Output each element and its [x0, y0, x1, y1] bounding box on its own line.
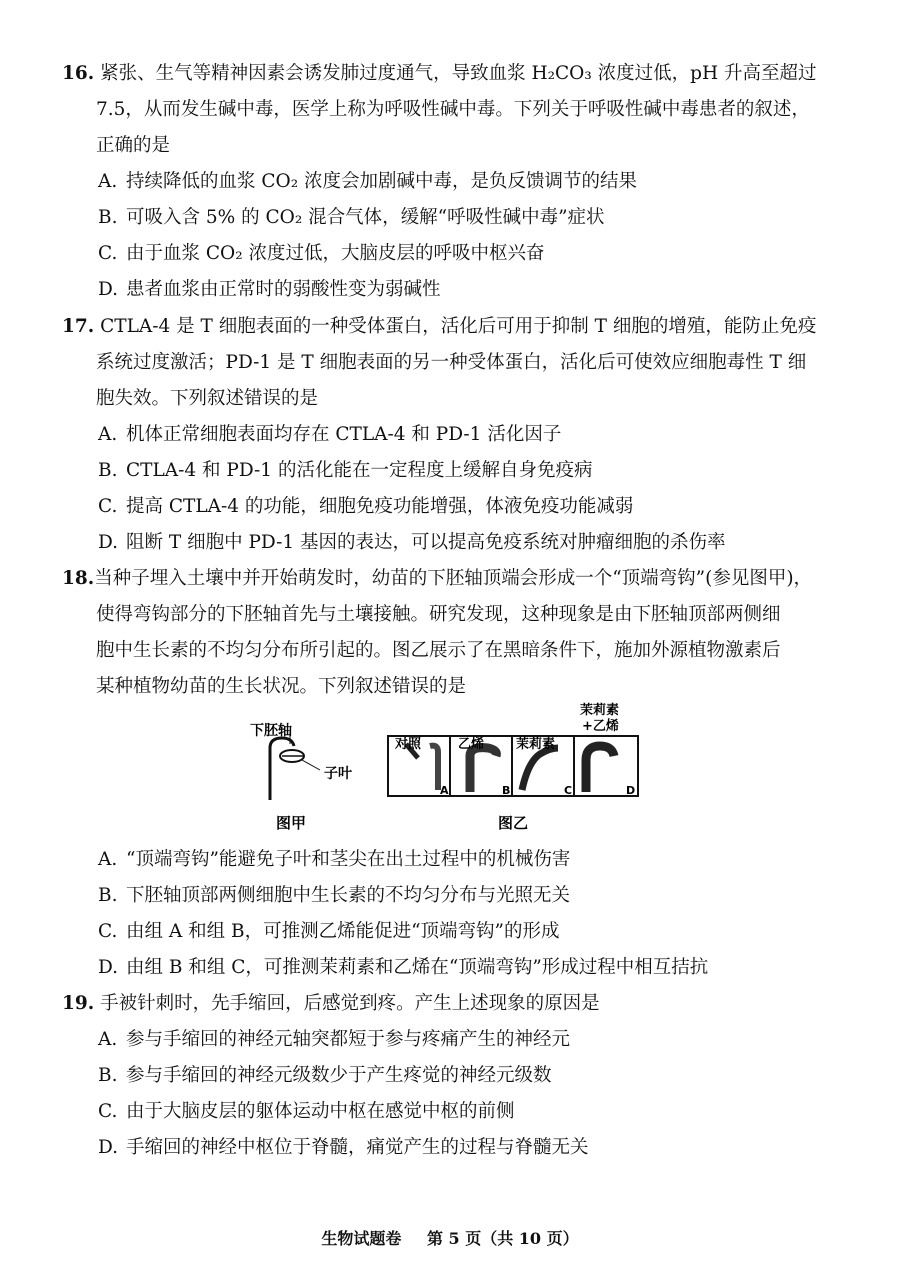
footer-subject: 生物试题卷: [321, 1229, 402, 1248]
option-a: A. “顶端弯钩”能避免子叶和茎尖在出土过程中的机械伤害: [98, 849, 571, 870]
figure-jia-caption: 图甲: [276, 814, 307, 832]
stem-line: 某种植物幼苗的生长状况。下列叙述错误的是: [96, 676, 467, 697]
question-number: 16.: [62, 63, 95, 84]
question-17: [62, 309, 822, 561]
figure-yi-caption: 图乙: [498, 814, 529, 832]
option-a: A. 机体正常细胞表面均存在 CTLA-4 和 PD-1 活化因子: [98, 424, 562, 445]
question-number: 17.: [62, 316, 95, 337]
stem-line: CTLA-4 是 T 细胞表面的一种受体蛋白，活化后可用于抑制 T 细胞的增殖，能防止免疫: [100, 316, 817, 337]
stem-line: 使得弯钩部分的下胚轴首先与土壤接触。研究发现，这种现象是由下胚轴顶部两侧细: [96, 604, 781, 625]
figure-yi: [388, 702, 638, 832]
hypocotyl-label: 下胚轴: [250, 723, 292, 739]
stem-line: 手被针刺时，先手缩回，后感觉到疼。产生上述现象的原因是: [100, 993, 600, 1014]
stem-line: 正确的是: [96, 135, 171, 156]
cotyledon-label: 子叶: [324, 766, 352, 782]
figure-seedling: [240, 700, 660, 845]
question-number: 18.: [62, 568, 95, 589]
stem-line: 胞失效。下列叙述错误的是: [96, 388, 319, 409]
question-18: [62, 561, 822, 705]
option-d: D. 阻断 T 细胞中 PD-1 基因的表达，可以提高免疫系统对肿瘤细胞的杀伤率: [98, 532, 726, 553]
figure-jia: [250, 723, 353, 832]
option-b: B. CTLA-4 和 PD-1 的活化能在一定程度上缓解自身免疫病: [98, 460, 593, 481]
option-b: B. 可吸入含 5% 的 CO₂ 混合气体，缓解“呼吸性碱中毒”症状: [98, 207, 605, 228]
option-d: D. 手缩回的神经中枢位于脊髓，痛觉产生的过程与脊髓无关: [98, 1137, 589, 1158]
question-18-options: [62, 842, 822, 986]
option-c: C. 提高 CTLA-4 的功能，细胞免疫功能增强，体液免疫功能减弱: [98, 496, 634, 517]
option-b: B. 参与手缩回的神经元级数少于产生疼觉的神经元级数: [98, 1065, 552, 1086]
question-16: [62, 56, 822, 308]
option-c: C. 由于血浆 CO₂ 浓度过低，大脑皮层的呼吸中枢兴奋: [98, 243, 545, 264]
panel-b-seedling: [470, 748, 496, 792]
question-stem: [62, 561, 822, 705]
panel-b-title: 乙烯: [458, 737, 485, 752]
panel-d-title-line2: +乙烯: [582, 719, 619, 734]
panel-b-letter: B: [502, 784, 511, 797]
option-d: D. 由组 B 和组 C，可推测茉莉素和乙烯在“顶端弯钩”形成过程中相互拮抗: [98, 957, 709, 978]
stem-line: 当种子埋入土壤中并开始萌发时，幼苗的下胚轴顶端会形成一个“顶端弯钩”(参见图甲)，: [94, 568, 813, 589]
option-c: C. 由组 A 和组 B，可推测乙烯能促进“顶端弯钩”的形成: [98, 921, 560, 942]
option-a: A. 持续降低的血浆 CO₂ 浓度会加剧碱中毒，是负反馈调节的结果: [98, 171, 638, 192]
option-d: D. 患者血浆由正常时的弱酸性变为弱碱性: [98, 279, 441, 300]
page-footer: [0, 1226, 900, 1249]
panel-a-letter: A: [440, 784, 449, 797]
stem-line: 胞中生长素的不均匀分布所引起的。图乙展示了在黑暗条件下，施加外源植物激素后: [96, 640, 781, 661]
panel-d-title-line1: 茉莉素: [580, 703, 620, 718]
panel-c-title: 茉莉素: [516, 737, 556, 752]
option-b: B. 下胚轴顶部两侧细胞中生长素的不均匀分布与光照无关: [98, 885, 571, 906]
question-stem: [62, 309, 822, 417]
question-stem: [62, 986, 822, 1022]
figure-svg: [240, 700, 660, 845]
panel-d-letter: D: [626, 784, 636, 797]
panel-a-title: 对照: [395, 737, 422, 752]
option-c: C. 由于大脑皮层的躯体运动中枢在感觉中枢的前侧: [98, 1101, 515, 1122]
panel-c-seedling: [522, 748, 558, 790]
stem-line: 系统过度激活；PD-1 是 T 细胞表面的另一种受体蛋白，活化后可使效应细胞毒性 T 细: [96, 352, 807, 373]
stem-line: 紧张、生气等精神因素会诱发肺过度通气，导致血浆 H₂CO₃ 浓度过低，pH 升高至超过: [100, 63, 817, 84]
option-a: A. 参与手缩回的神经元轴突都短于参与疼痛产生的神经元: [98, 1029, 571, 1050]
panel-d-seedling: [586, 746, 614, 792]
question-number: 19.: [62, 993, 95, 1014]
footer-page-number: 第 5 页（共 10 页）: [426, 1229, 579, 1248]
stem-line: 7.5，从而发生碱中毒，医学上称为呼吸性碱中毒。下列关于呼吸性碱中毒患者的叙述，: [96, 99, 810, 120]
panel-c-letter: C: [564, 784, 573, 797]
question-19: [62, 986, 822, 1166]
question-stem: [62, 56, 822, 164]
